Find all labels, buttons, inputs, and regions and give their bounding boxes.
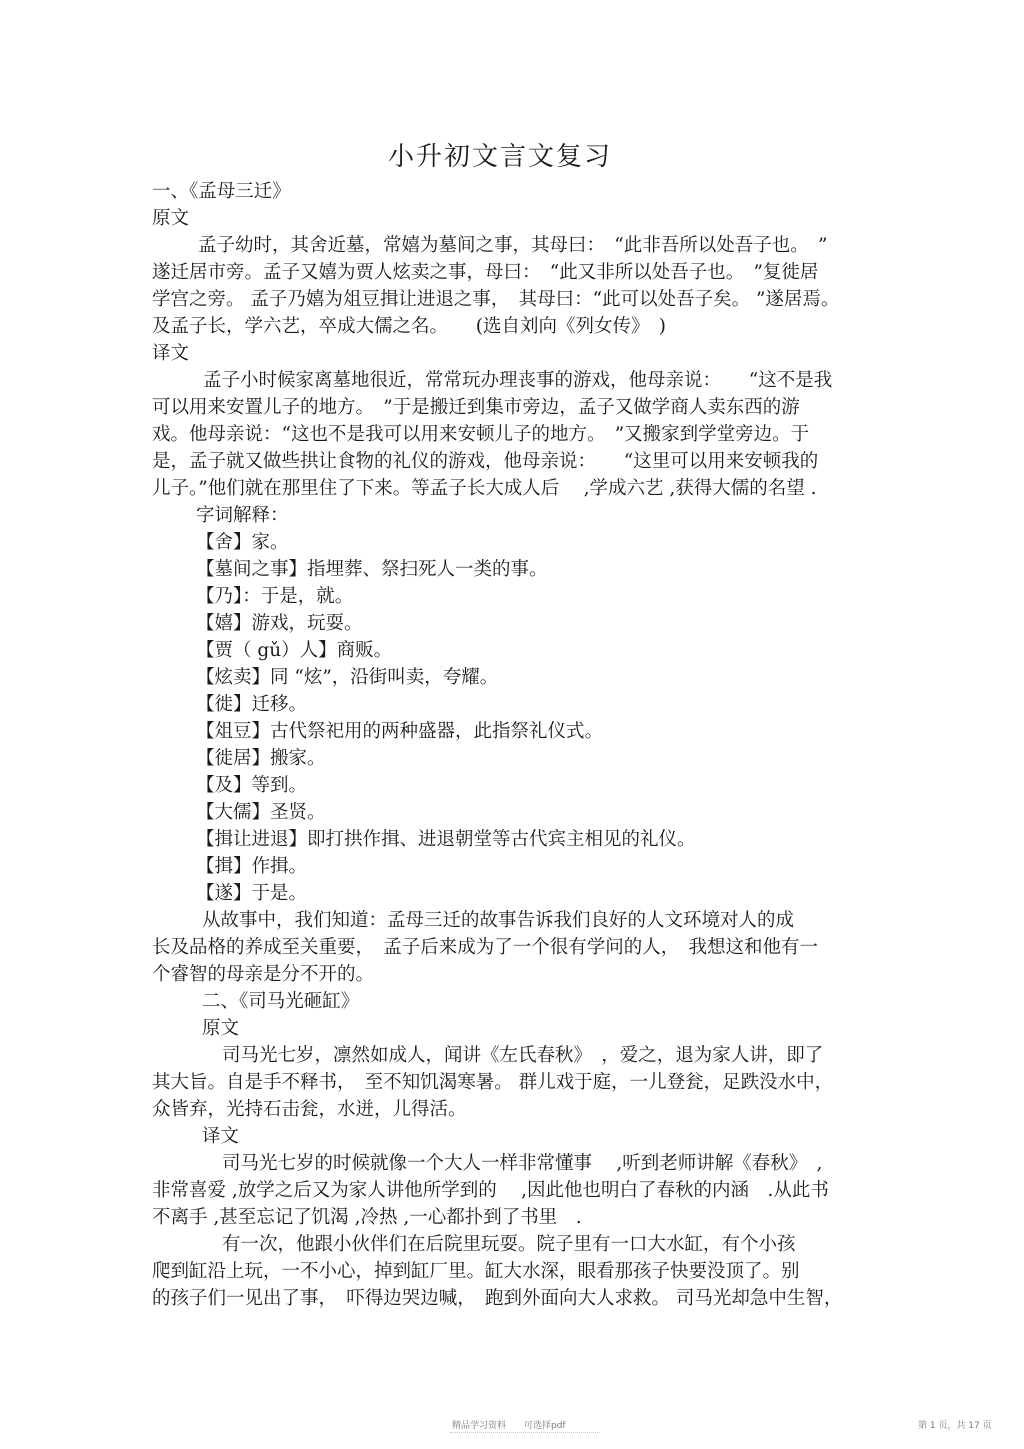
label-translation: 译文 (202, 1126, 240, 1147)
paragraph-line: 爬到缸沿上玩，一不小心，掉到缸厂里。缸大水深，眼看那孩子快要没顶了。别 (152, 1261, 800, 1282)
paragraph-line: 非常喜爱 ,放学之后又为家人讲他所学到的 ,因此他也明白了春秋的内涵 .从此书 (152, 1180, 829, 1201)
vocabulary-item: 【及】等到。 (196, 775, 308, 796)
paragraph-line: 可以用来安置儿子的地方。 ”于是搬迁到集市旁边，孟子又做学商人卖东西的游 (152, 397, 800, 418)
vocabulary-item: 【徙居】搬家。 (196, 748, 326, 769)
paragraph-line: 遂迁居市旁。孟子又嬉为贾人炫卖之事，母曰： “此又非所以处吾子也。 ”复徙居 (152, 262, 819, 283)
paragraph-line: 长及品格的养成至关重要， 孟子后来成为了一个很有学问的人， 我想这和他有一 (152, 937, 819, 958)
vocabulary-item: 【乃】：于是，就。 (196, 586, 354, 607)
paragraph-line: 及孟子长，学六艺，卒成大儒之名。 (选自刘向《列女传》 ) (152, 316, 666, 337)
label-original-text: 原文 (152, 208, 190, 229)
vocabulary-item: 【墓间之事】指埋葬、祭扫死人一类的事。 (196, 559, 548, 580)
paragraph-line: 个睿智的母亲是分不开的。 (152, 964, 375, 985)
paragraph-line: 其大旨。自是手不释书， 至不知饥渴寒暑。 群儿戏于庭，一儿登瓮，足跌没水中， (152, 1072, 834, 1093)
vocabulary-item: 【大儒】圣贤。 (196, 802, 326, 823)
vocabulary-item: 【舍】家。 (196, 532, 289, 553)
paragraph-line: 学宫之旁。 孟子乃嬉为俎豆揖让进退之事， 其母曰：“此可以处吾子矣。 ”遂居焉。 (152, 289, 840, 310)
paragraph-line: 的孩子们一见出了事， 吓得边哭边喊， 跑到外面向大人求救。 司马光却急中生智， (152, 1288, 843, 1309)
vocabulary-item: 【遂】于是。 (196, 883, 308, 904)
vocabulary-item: 【揖让进退】即打拱作揖、进退朝堂等古代宾主相见的礼仪。 (196, 829, 696, 850)
vocabulary-item: 【贾（ gǔ）人】商贩。 (196, 640, 393, 661)
label-original-text: 原文 (202, 1018, 240, 1039)
paragraph-line: 司马光七岁，凛然如成人，闻讲《左氏春秋》 ，爱之，退为家人讲，即了 (222, 1045, 824, 1066)
vocabulary-item: 【徙】迁移。 (196, 694, 308, 715)
paragraph-line: 从故事中，我们知道：孟母三迁的故事告诉我们良好的人文环境对人的成 (202, 910, 795, 931)
paragraph-line: 孟子幼时，其舍近墓，常嬉为墓间之事，其母曰： “此非吾所以处吾子也。 ” (198, 235, 828, 256)
label-translation: 译文 (152, 343, 190, 364)
paragraph-line: 儿子。”他们就在那里住了下来。等孟子长大成人后 ,学成六艺 ,获得大儒的名望 . (152, 478, 817, 499)
paragraph-line: 孟子小时候家离墓地很近，常常玩办理丧事的游戏，他母亲说： “这不是我 (203, 370, 833, 391)
vocabulary-item: 【俎豆】古代祭祀用的两种盛器，此指祭礼仪式。 (196, 721, 604, 742)
vocabulary-heading: 字词解释： (196, 505, 289, 526)
paragraph-line: 不离手 ,甚至忘记了饥渴 ,冷热 ,一心都扑到了书里 . (152, 1207, 582, 1228)
vocabulary-item: 【炫卖】同 “炫”，沿街叫卖，夸耀。 (196, 667, 499, 688)
footer-watermark-text: 精品学习资料 可选择pdf (452, 1421, 566, 1431)
page-number: 第 1 页，共 17 页 (918, 1421, 992, 1431)
section-heading-simaguang: 二、《司马光砸缸》 (202, 991, 360, 1012)
paragraph-line: 司马光七岁的时候就像一个大人一样非常懂事 ,听到老师讲解《春秋》 , (222, 1153, 823, 1174)
vocabulary-item: 【嬉】游戏，玩耍。 (196, 613, 363, 634)
vocabulary-item: 【揖】作揖。 (196, 856, 308, 877)
paragraph-line: 戏。他母亲说：“这也不是我可以用来安顿儿子的地方。 ”又搬家到学堂旁边。于 (152, 424, 810, 445)
paragraph-line: 众皆弃，光持石击瓮，水迸，儿得活。 (152, 1099, 467, 1120)
paragraph-line: 有一次，他跟小伙伴们在后院里玩耍。院子里有一口大水缸，有个小孩 (222, 1234, 796, 1255)
document-title: 小升初文言文复习 (387, 142, 612, 172)
paragraph-line: 是，孟子就又做些拱让食物的礼仪的游戏，他母亲说： “这里可以用来安顿我的 (152, 451, 819, 472)
section-heading-mengmu: 一、《孟母三迁》 (152, 181, 291, 202)
footer-divider (450, 1432, 600, 1433)
